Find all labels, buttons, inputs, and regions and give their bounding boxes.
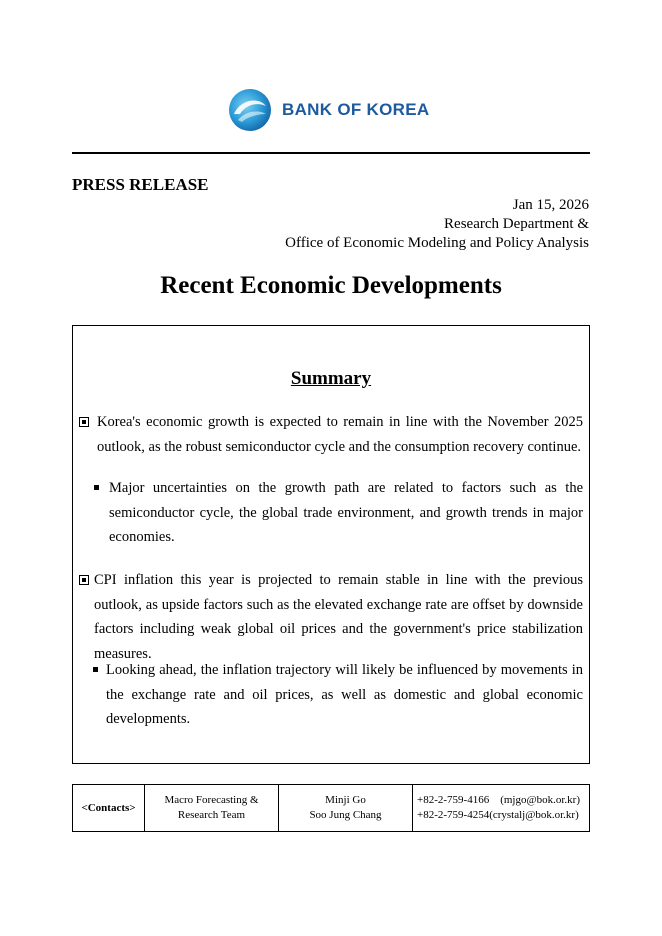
contact-phone-1: +82-2-759-4166 (mjgo@bok.or.kr) (417, 794, 580, 806)
square-bullet-icon (94, 485, 99, 490)
bank-emblem-icon (228, 88, 272, 132)
team-line-1: Macro Forecasting & (164, 794, 259, 806)
contacts-table (72, 784, 590, 832)
release-date: Jan 15, 2026 (512, 197, 589, 213)
document-title: Recent Economic Developments (160, 272, 502, 299)
contact-name-2: Soo Jung Chang (309, 809, 382, 821)
team-line-2: Research Team (177, 809, 246, 821)
contact-phone-2: +82-2-759-4254(crystalj@bok.or.kr) (417, 809, 579, 821)
contact-name-1: Minji Go (325, 794, 366, 806)
department-line-2: Office of Economic Modeling and Policy Analysis (285, 235, 589, 251)
contact-team (145, 785, 279, 832)
summary-box (72, 325, 590, 764)
square-bullet-icon (93, 667, 98, 672)
department-line-1: Research Department & (444, 216, 589, 232)
bank-logo (228, 88, 429, 132)
boxed-square-bullet-icon (79, 575, 89, 585)
logo-text: BANK OF KOREA (282, 100, 430, 119)
summary-subitem-uncertainties: Major uncertainties on the growth path are related to factors such as the semiconductor cycle, the global trade environment, and growth trends in major economies. (109, 480, 583, 545)
header-divider (72, 152, 590, 154)
boxed-square-bullet-icon (79, 417, 89, 427)
press-release-label: PRESS RELEASE (72, 175, 209, 194)
release-meta (285, 196, 589, 253)
contact-names (279, 785, 413, 832)
contacts-label: <Contacts> (73, 785, 145, 832)
summary-heading: Summary (290, 368, 372, 389)
summary-subitem-inflation-outlook: Looking ahead, the inflation trajectory will likely be influenced by movements in the exchange rate and oil prices, as well as domestic and global economic developments. (106, 662, 583, 727)
contact-phones (413, 785, 590, 832)
summary-item-inflation: CPI inflation this year is projected to remain stable in line with the previous outlook, as upside factors such as the elevated exchange rate are offset by downside factors including weak global oil prices and the government's price stabilization measures. (94, 572, 583, 662)
summary-item-growth: Korea's economic growth is expected to remain in line with the November 2025 outlook, as the robust semiconductor cycle and the consumption recovery continue. (97, 414, 583, 455)
